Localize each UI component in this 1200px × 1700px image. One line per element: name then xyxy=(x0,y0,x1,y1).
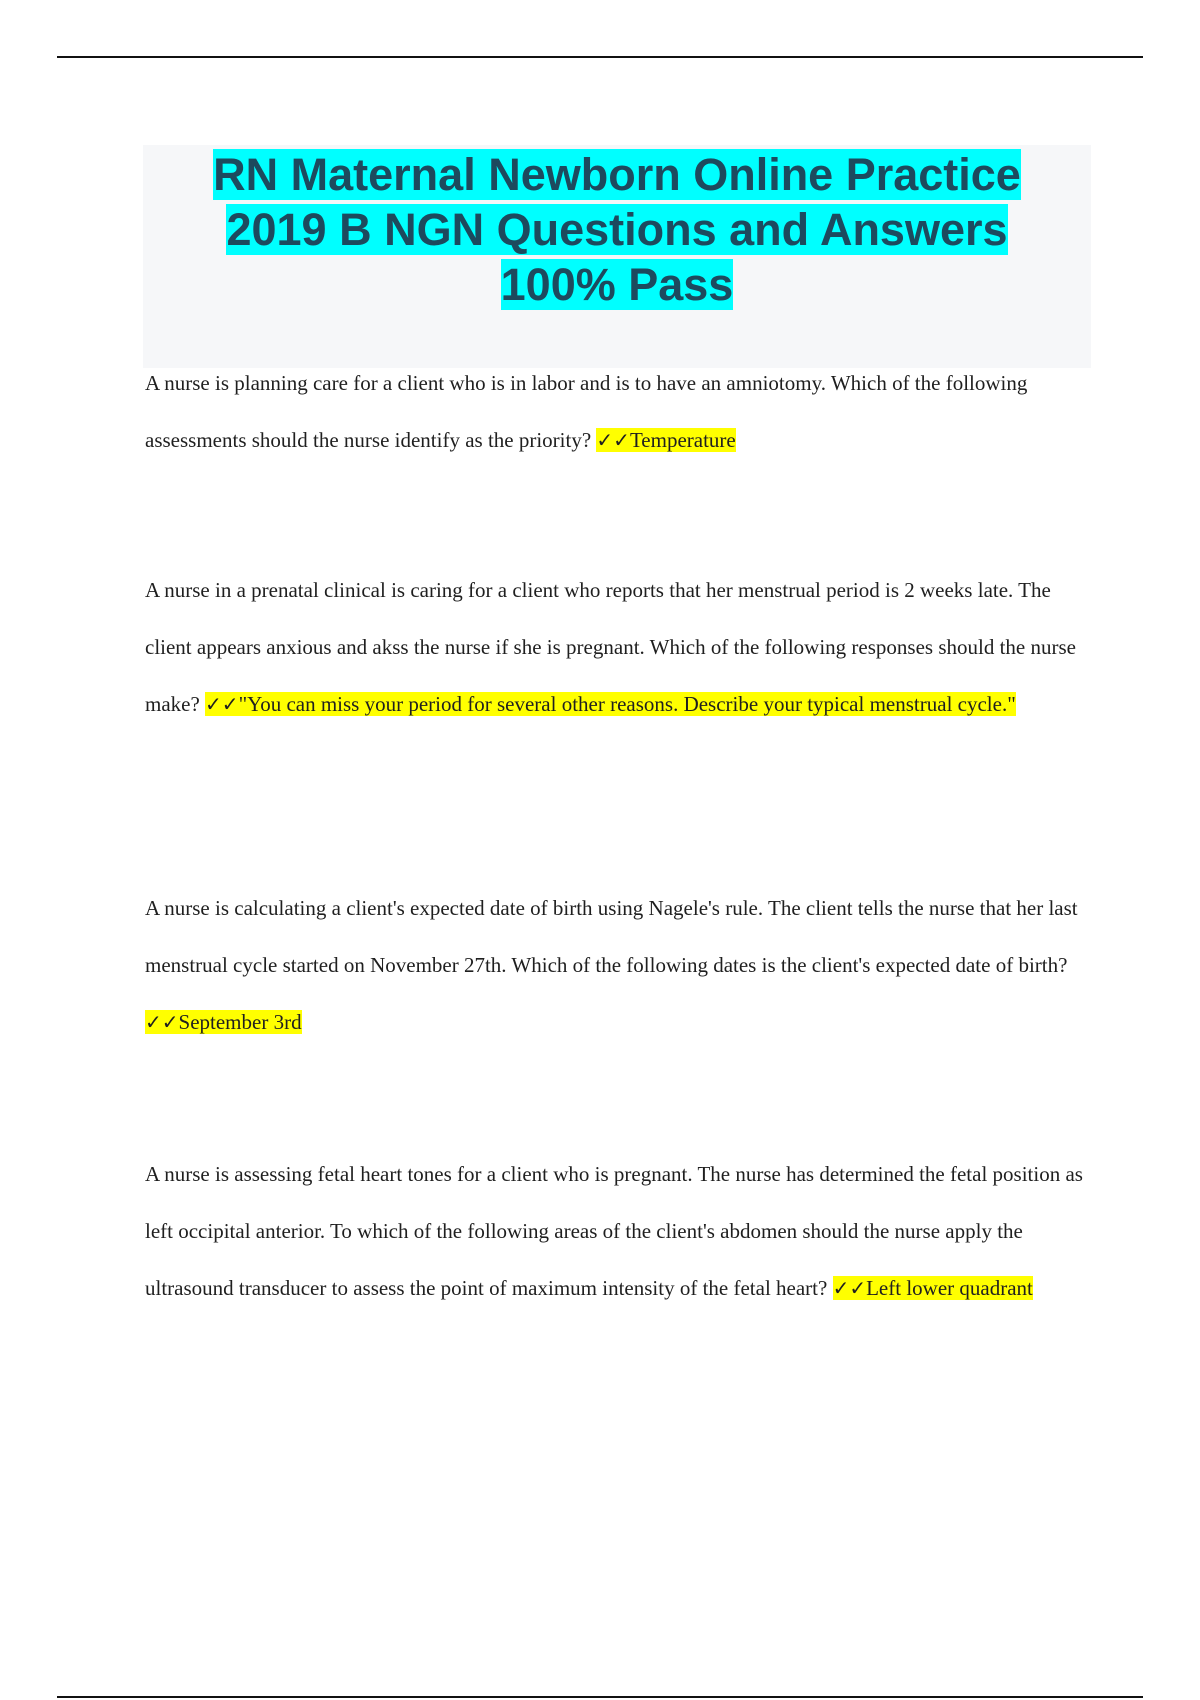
answer-highlight xyxy=(145,1010,302,1034)
document-title xyxy=(143,147,1091,312)
question-1 xyxy=(145,355,1090,469)
answer-text: Left lower quadrant xyxy=(866,1276,1033,1300)
answer-text: Temperature xyxy=(629,428,736,452)
title-box xyxy=(143,145,1091,368)
question-3 xyxy=(145,880,1090,1051)
answer-text: September 3rd xyxy=(178,1010,302,1034)
answer-highlight xyxy=(596,428,735,452)
header-rule xyxy=(57,56,1143,58)
question-2 xyxy=(145,562,1090,733)
question-text: A nurse in a prenatal clinical is caring for a client who reports that her menstrual period is 2 weeks late. The client appears anxious and akss the nurse if she is pregnant. Which of the following responses should the nurse make? xyxy=(145,578,1076,716)
footer-rule xyxy=(57,1696,1143,1698)
title-line: 2019 B NGN Questions and Answers xyxy=(226,204,1008,255)
question-4 xyxy=(145,1146,1090,1317)
checkmark-icon: ✓✓ xyxy=(145,1010,179,1034)
title-line: 100% Pass xyxy=(500,259,734,310)
answer-highlight xyxy=(833,1276,1033,1300)
question-text: A nurse is planning care for a client who is in labor and is to have an amniotomy. Which of the following assessments should the nurse identify as the priority? xyxy=(145,371,1028,452)
checkmark-icon: ✓✓ xyxy=(205,692,239,716)
question-text: A nurse is calculating a client's expected date of birth using Nagele's rule. The client tells the nurse that her last menstrual cycle started on November 27th. Which of the following dates is the client's expected date of birth? xyxy=(145,896,1078,977)
checkmark-icon: ✓✓ xyxy=(832,1276,867,1300)
checkmark-icon: ✓✓ xyxy=(596,428,630,452)
answer-text: "You can miss your period for several other reasons. Describe your typical menstrual cycle." xyxy=(238,692,1016,716)
title-line: RN Maternal Newborn Online Practice xyxy=(213,149,1021,200)
question-text: A nurse is assessing fetal heart tones for a client who is pregnant. The nurse has determined the fetal position as left occipital anterior. To which of the following areas of the client's abdomen should the nurse apply the ultrasound transducer to assess the point of maximum intensity of the fetal heart? xyxy=(145,1162,1083,1300)
answer-highlight xyxy=(205,692,1016,716)
